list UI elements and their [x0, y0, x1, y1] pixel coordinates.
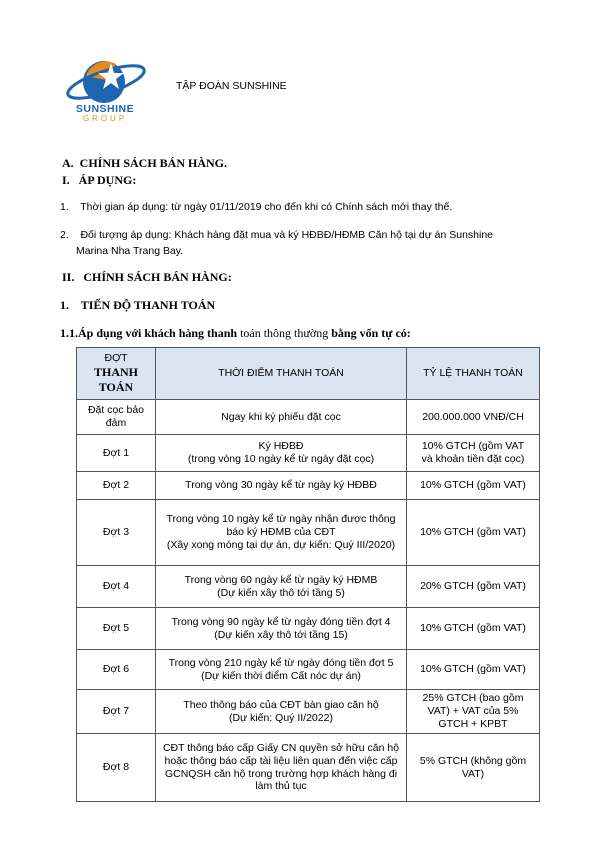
row-rate-main: 5% GTCH (không gồm VAT) — [419, 754, 527, 780]
row-dot: Đợt 3 — [77, 500, 156, 566]
row-rate — [407, 650, 540, 690]
row-dot: Đợt 2 — [77, 472, 156, 500]
row-dot: Đợt 6 — [77, 650, 156, 690]
row-time — [156, 500, 407, 566]
header-rate: TỶ LỆ THANH TOÁN — [407, 348, 540, 400]
row-rate-main: 25% GTCH (bao gồm VAT) + VAT của 5% — [422, 692, 524, 718]
row-rate — [407, 435, 540, 472]
row-rate-main: 10% GTCH (gồm VAT) — [420, 622, 526, 635]
row-time — [156, 472, 407, 500]
row-rate-main: 10% GTCH (gồm VAT) — [420, 663, 526, 676]
table-row — [77, 734, 540, 802]
section-ii-heading — [62, 270, 232, 285]
table-header-row — [77, 348, 540, 400]
row-dot: Đợt 4 — [77, 566, 156, 608]
row-time-note: (Dự kiến xây thô tới tầng 15) — [214, 628, 348, 641]
row-time — [156, 650, 407, 690]
row-time-main: Trong vòng 210 ngày kể từ ngày đóng tiền đợt 5 — [168, 656, 394, 669]
item-2 — [60, 229, 493, 241]
item-2-line2: Marina Nha Trang Bay. — [76, 245, 184, 257]
row-rate-main: 10% GTCH (gồm VAT) — [420, 526, 526, 539]
section-ii-label: II. — [62, 270, 75, 284]
row-rate-main: 10% GTCH (gồm VAT — [421, 440, 525, 453]
payment-schedule-table — [76, 347, 540, 802]
row-rate-note: và khoản tiền đặt cọc) — [421, 453, 525, 465]
row-rate — [407, 690, 540, 734]
row-time-note: (Dự kiến thời điểm Cất nóc dự án) — [201, 669, 361, 682]
row-rate-note: GTCH + KPBT — [438, 717, 508, 730]
item-2-number: 2. — [60, 229, 69, 241]
row-time — [156, 734, 407, 802]
row-dot: Đợt 8 — [77, 734, 156, 802]
table-row — [77, 400, 540, 435]
row-rate-main: 20% GTCH (gồm VAT) — [420, 580, 526, 593]
row-rate — [407, 608, 540, 650]
subsection-1-title: TIẾN ĐỘ THANH TOÁN — [80, 298, 216, 312]
company-name: TẬP ĐOÀN SUNSHINE — [176, 80, 287, 92]
subsection-1-1-end: bằng vốn tự có: — [331, 326, 411, 340]
row-rate-main: 200.000.000 VNĐ/CH — [422, 410, 524, 423]
row-time-main: Trong vòng 60 ngày kể từ ngày ký HĐMB — [184, 573, 378, 586]
row-time — [156, 566, 407, 608]
row-dot: Đợt 1 — [77, 435, 156, 472]
table-row — [77, 500, 540, 566]
row-rate — [407, 472, 540, 500]
row-rate — [407, 400, 540, 435]
row-rate — [407, 566, 540, 608]
table-row — [77, 472, 540, 500]
row-dot: Đặt cọc bảo đảm — [77, 400, 156, 435]
section-a-title: CHÍNH SÁCH BÁN HÀNG. — [79, 156, 228, 170]
subsection-1-heading — [60, 298, 215, 313]
brand-name: SUNSHINE — [75, 103, 135, 115]
row-time-main: Trong vòng 10 ngày kể từ ngày nhận được thông báo ký HĐMB của CĐT — [166, 513, 396, 539]
section-a-label: A. — [62, 156, 74, 170]
item-1-number: 1. — [60, 201, 69, 213]
row-time-main: Trong vòng 30 ngày kể từ ngày ký HĐBĐ — [185, 479, 377, 492]
row-dot: Đợt 5 — [77, 608, 156, 650]
header-dot-line2: THANH TOÁN — [93, 365, 138, 394]
subsection-1-1-heading — [60, 326, 411, 341]
section-a-heading — [62, 156, 227, 171]
row-time-note: (Dự kiến xây thô tới tầng 5) — [217, 586, 345, 599]
row-rate-main: 10% GTCH (gồm VAT) — [420, 479, 526, 492]
table-row — [77, 690, 540, 734]
section-i-title: ÁP DỤNG: — [78, 173, 137, 187]
item-1-text: Thời gian áp dụng: từ ngày 01/11/2019 cho đến khi có Chính sách mới thay thế. — [80, 201, 453, 213]
row-dot: Đợt 7 — [77, 690, 156, 734]
subsection-1-1-normal: toán thông thường — [237, 326, 332, 340]
row-time-note: (Xây xong móng tại dự án, dự kiến: Quý III/2020) — [166, 538, 396, 551]
brand-subtitle: GROUP — [82, 114, 128, 123]
row-rate — [407, 734, 540, 802]
subsection-1-1-bold: 1.1.Áp dụng với khách hàng thanh — [60, 326, 238, 340]
row-time-main: Ngay khi ký phiếu đặt cọc — [221, 410, 341, 423]
row-time-main: Theo thông báo của CĐT bàn giao căn hộ — [183, 698, 379, 711]
row-time — [156, 400, 407, 435]
row-time-main: Ký HĐBĐ — [258, 440, 304, 453]
row-time-main: CĐT thông báo cấp Giấy CN quyền sở hữu căn hộ hoặc thông báo cấp tài liệu liên quan đến việc cấp GCNQSH căn hộ trong trường hợp khách hàng đi làm thủ tục — [162, 741, 400, 793]
table-row — [77, 566, 540, 608]
header-time: THỜI ĐIỂM THANH TOÁN — [156, 348, 407, 400]
header-dot — [77, 348, 156, 400]
table-row — [77, 608, 540, 650]
table-row — [77, 435, 540, 472]
header-dot-line1: ĐỢT — [104, 352, 128, 365]
row-time — [156, 690, 407, 734]
row-time-main: Trong vòng 90 ngày kể từ ngày đóng tiền đợt 4 — [171, 615, 391, 628]
row-time — [156, 435, 407, 472]
row-rate — [407, 500, 540, 566]
row-time-note: (trong vòng 10 ngày kể từ ngày đặt cọc) — [187, 453, 375, 465]
table-row — [77, 650, 540, 690]
item-1 — [60, 201, 452, 213]
row-time-note: (Dự kiến: Quý II/2022) — [229, 711, 333, 724]
row-time — [156, 608, 407, 650]
item-2-line1: Đối tượng áp dụng: Khách hàng đặt mua và ký HĐBĐ/HĐMB Căn hộ tại dự án Sunshine — [80, 229, 494, 241]
section-i-label: I. — [62, 173, 70, 187]
section-i-heading — [62, 173, 136, 188]
section-ii-title: CHÍNH SÁCH BÁN HÀNG: — [83, 270, 232, 284]
subsection-1-number: 1. — [60, 298, 69, 312]
